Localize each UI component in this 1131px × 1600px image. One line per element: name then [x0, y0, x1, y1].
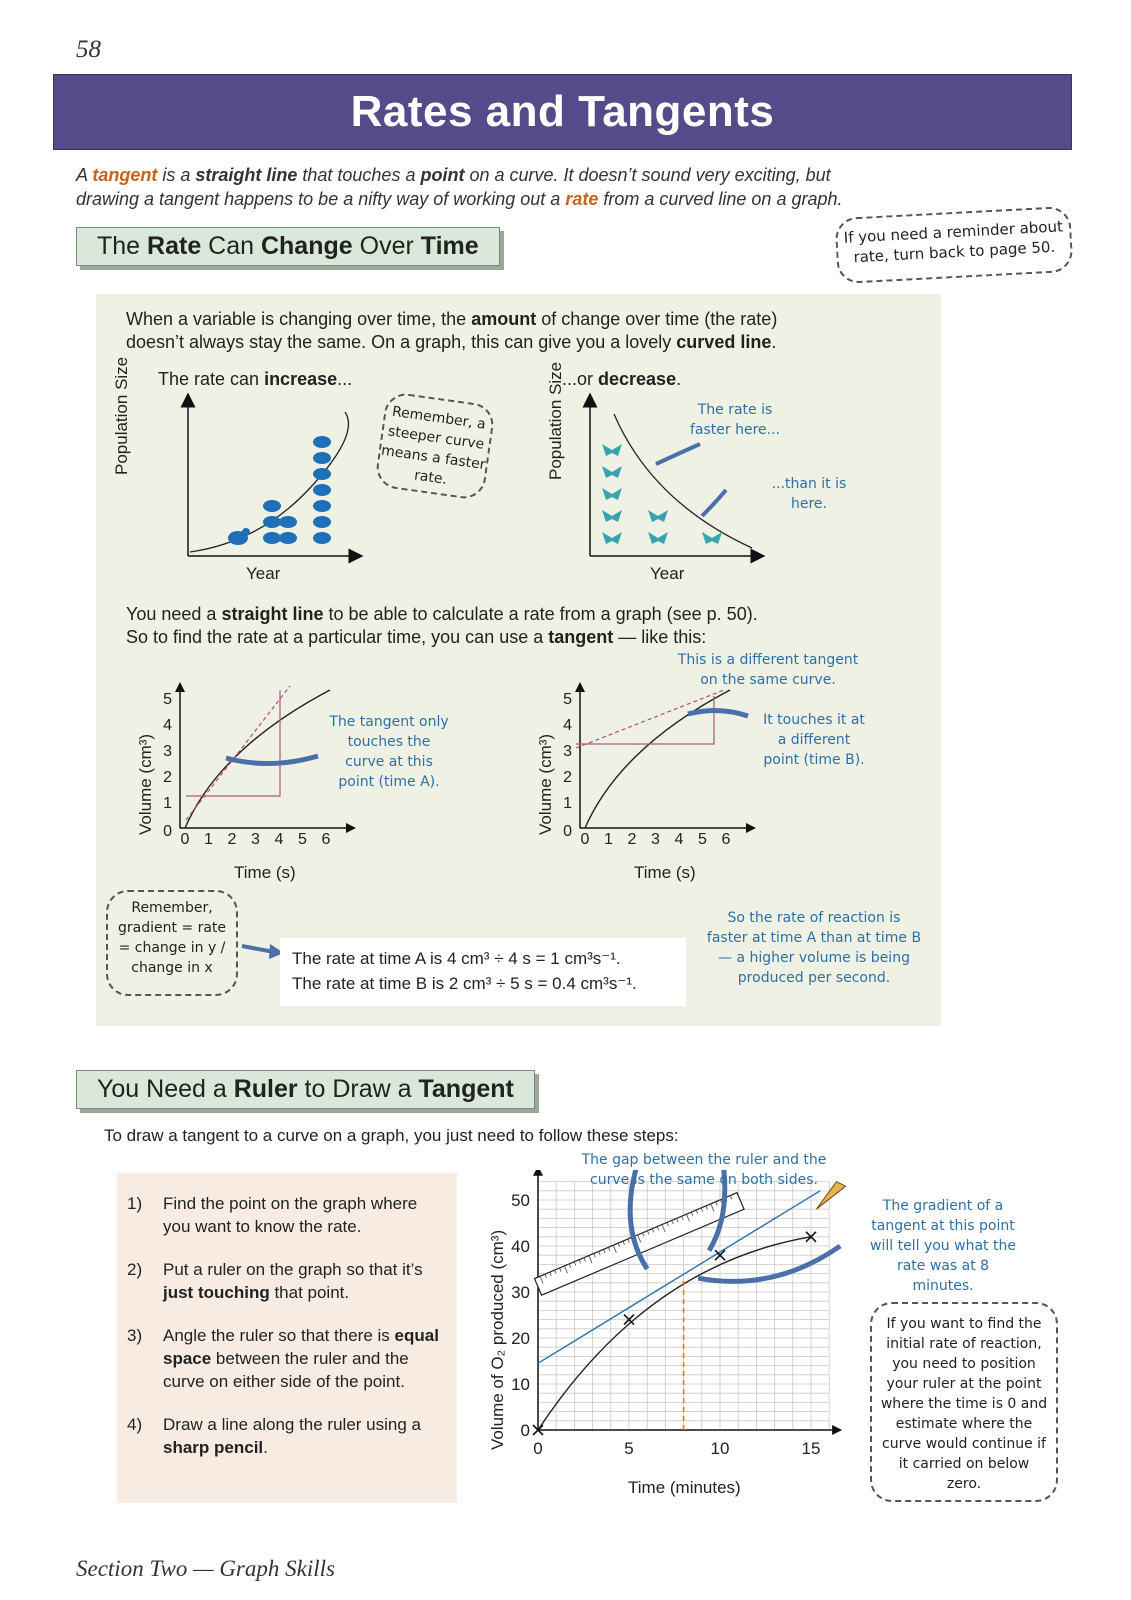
ruler-lead-text: To draw a tangent to a curve on a graph, you just need to follow these steps: [104, 1126, 679, 1145]
x-tick-label: 1 [604, 831, 613, 848]
decrease-y-label: Population Size [546, 361, 565, 480]
y-axis-arrow-icon [533, 1170, 543, 1176]
list-item: 3) Angle the ruler so that there is equal space between the ruler and the curve on either side of the point. [127, 1326, 439, 1391]
x-tick-label: 3 [651, 831, 660, 848]
o2-y-label: Volume of O₂ produced (cm³) [488, 1229, 507, 1450]
note-than-here: ...than it is here. [771, 476, 847, 512]
gradient-triangle [576, 696, 714, 744]
y-tick-label: 10 [511, 1375, 530, 1394]
y-tick-label: 2 [563, 769, 572, 786]
y-tick-label: 0 [520, 1421, 530, 1440]
rate-time-b: The rate at time B is 2 cm³ ÷ 5 s = 0.4 cm³s⁻¹. [292, 974, 637, 993]
page-number: 58 [76, 36, 101, 63]
y-tick-label: 4 [563, 717, 572, 734]
pointer-arrow [226, 756, 318, 764]
list-item: 4) Draw a line along the ruler using a sharp pencil. [127, 1415, 421, 1457]
y-tick-label: 50 [511, 1191, 530, 1210]
arrow-faster-here [656, 444, 700, 464]
x-tick-label: 15 [801, 1439, 821, 1458]
y-tick-label: 5 [563, 691, 572, 708]
tangent-line [576, 690, 724, 748]
x-tick-label: 1 [204, 831, 213, 848]
x-tick-label: 5 [624, 1439, 634, 1458]
x-tick-label: 4 [274, 831, 284, 848]
x-tick-label: 0 [580, 831, 590, 848]
section-heading-ruler: You Need a Ruler to Draw a Tangent [76, 1070, 535, 1109]
steps-list [127, 1192, 447, 1479]
y-tick-label: 40 [511, 1237, 530, 1256]
x-axis-arrow-icon [832, 1425, 842, 1435]
tangent-line [186, 686, 290, 820]
rate-time-a: The rate at time A is 4 cm³ ÷ 4 s = 1 cm³s⁻¹. [292, 949, 621, 968]
tangent-intro-text: You need a straight line to be able to calculate a rate from a graph (see p. 50). So to find the rate at a particular time, you can use a tangent — like this: [126, 604, 758, 647]
oxygen-volume-graph [480, 1170, 860, 1490]
section-heading-rate-can-change: The Rate Can Change Over Time [76, 227, 500, 266]
x-tick-label: 6 [721, 831, 731, 848]
note-gap-same: The gap between the ruler and the curve is the same on both sides. [581, 1152, 827, 1188]
y-tick-label: 30 [511, 1283, 530, 1302]
y-tick-label: 1 [163, 795, 172, 812]
note-faster-here: The rate is faster here... [690, 402, 781, 438]
decrease-caption: ...or decrease. [562, 369, 682, 389]
x-axis-arrow-icon [346, 823, 356, 833]
increase-caption: The rate can increase... [158, 369, 353, 389]
graph-b-x-label: Time (s) [634, 863, 696, 882]
increasing-curve [190, 412, 348, 552]
graph-a-x-label: Time (s) [234, 863, 296, 882]
reminder-bubble-page50: If you need a reminder about rate, turn back to page 50. [834, 206, 1073, 284]
arrow-than-here [702, 490, 726, 516]
initial-rate-note: If you want to find the initial rate of reaction, you need to position your ruler at the point where the time is 0 and estimate where the curve would continue if it carried on below zero. [870, 1302, 1058, 1502]
x-tick-label: 2 [627, 831, 637, 848]
y-tick-label: 3 [163, 743, 172, 760]
pointer-arrow [688, 710, 748, 716]
increase-y-label: Population Size [112, 356, 131, 475]
y-tick-label: 20 [511, 1329, 530, 1348]
page-title: Rates and Tangents [350, 87, 775, 136]
gradient-arrow [698, 1246, 840, 1281]
x-tick-label: 0 [533, 1439, 543, 1458]
decrease-x-label: Year [650, 564, 685, 583]
graph-b-y-label: Volume (cm³) [536, 733, 555, 835]
footer-section-label: Section Two — Graph Skills [76, 1556, 335, 1581]
y-tick-label: 3 [563, 743, 572, 760]
title-banner [53, 74, 1072, 150]
y-tick-label: 0 [563, 823, 572, 840]
y-tick-label: 2 [163, 769, 172, 786]
volume-graph-time-b [530, 680, 770, 880]
note-touches-it: It touches it at a different point (time B). [763, 712, 865, 768]
note-gradient-8min: The gradient of a tangent at this point will tell you what the rate was at 8 minutes. [870, 1198, 1016, 1294]
x-tick-label: 5 [698, 831, 707, 848]
steeper-curve-note: Remember, a steeper curve means a faster rate. [374, 391, 496, 501]
note-faster-at-a: So the rate of reaction is faster at time A than at time B — a higher volume is being produced per second. [706, 910, 922, 986]
gradient-reminder-note: Remember, gradient = rate = change in y / change in x [106, 890, 238, 996]
x-tick-label: 6 [321, 831, 331, 848]
rate-intro-text: When a variable is changing over time, the amount of change over time (the rate) doesn’t always stay the same. On a graph, this can give you a lovely curved line. [126, 309, 778, 352]
intro-paragraph: A tangent is a straight line that touches a point on a curve. It doesn’t sound very exciting, but drawing a tangent happens to be a nifty way of working out a rate from a curved line on a graph. [76, 165, 843, 209]
graph-a-y-label: Volume (cm³) [136, 733, 155, 835]
note-tangent-only: The tangent only touches the curve at this point (time A). [329, 714, 449, 790]
y-tick-label: 0 [163, 823, 172, 840]
gradient-triangle [186, 690, 280, 796]
butterfly-icons [602, 444, 722, 544]
y-axis-arrow-icon [575, 682, 585, 692]
o2-x-label: Time (minutes) [628, 1478, 741, 1497]
x-tick-label: 0 [180, 831, 190, 848]
x-tick-label: 10 [710, 1439, 730, 1458]
y-tick-label: 5 [163, 691, 172, 708]
list-item: 2) Put a ruler on the graph so that it’s just touching that point. [127, 1260, 423, 1302]
y-axis-arrow-icon [175, 682, 185, 692]
x-tick-label: 2 [227, 831, 237, 848]
x-tick-label: 3 [251, 831, 260, 848]
x-axis-arrow-icon [746, 823, 756, 833]
x-tick-label: 5 [298, 831, 307, 848]
rate-calculation-box [280, 938, 686, 1006]
y-tick-label: 4 [163, 717, 172, 734]
note-different-tangent: This is a different tangent on the same curve. [677, 652, 859, 688]
y-tick-label: 1 [563, 795, 572, 812]
list-item: 1) Find the point on the graph where you want to know the rate. [127, 1194, 418, 1236]
x-tick-label: 4 [674, 831, 684, 848]
increase-x-label: Year [246, 564, 281, 583]
rabbit-icons [228, 436, 331, 545]
